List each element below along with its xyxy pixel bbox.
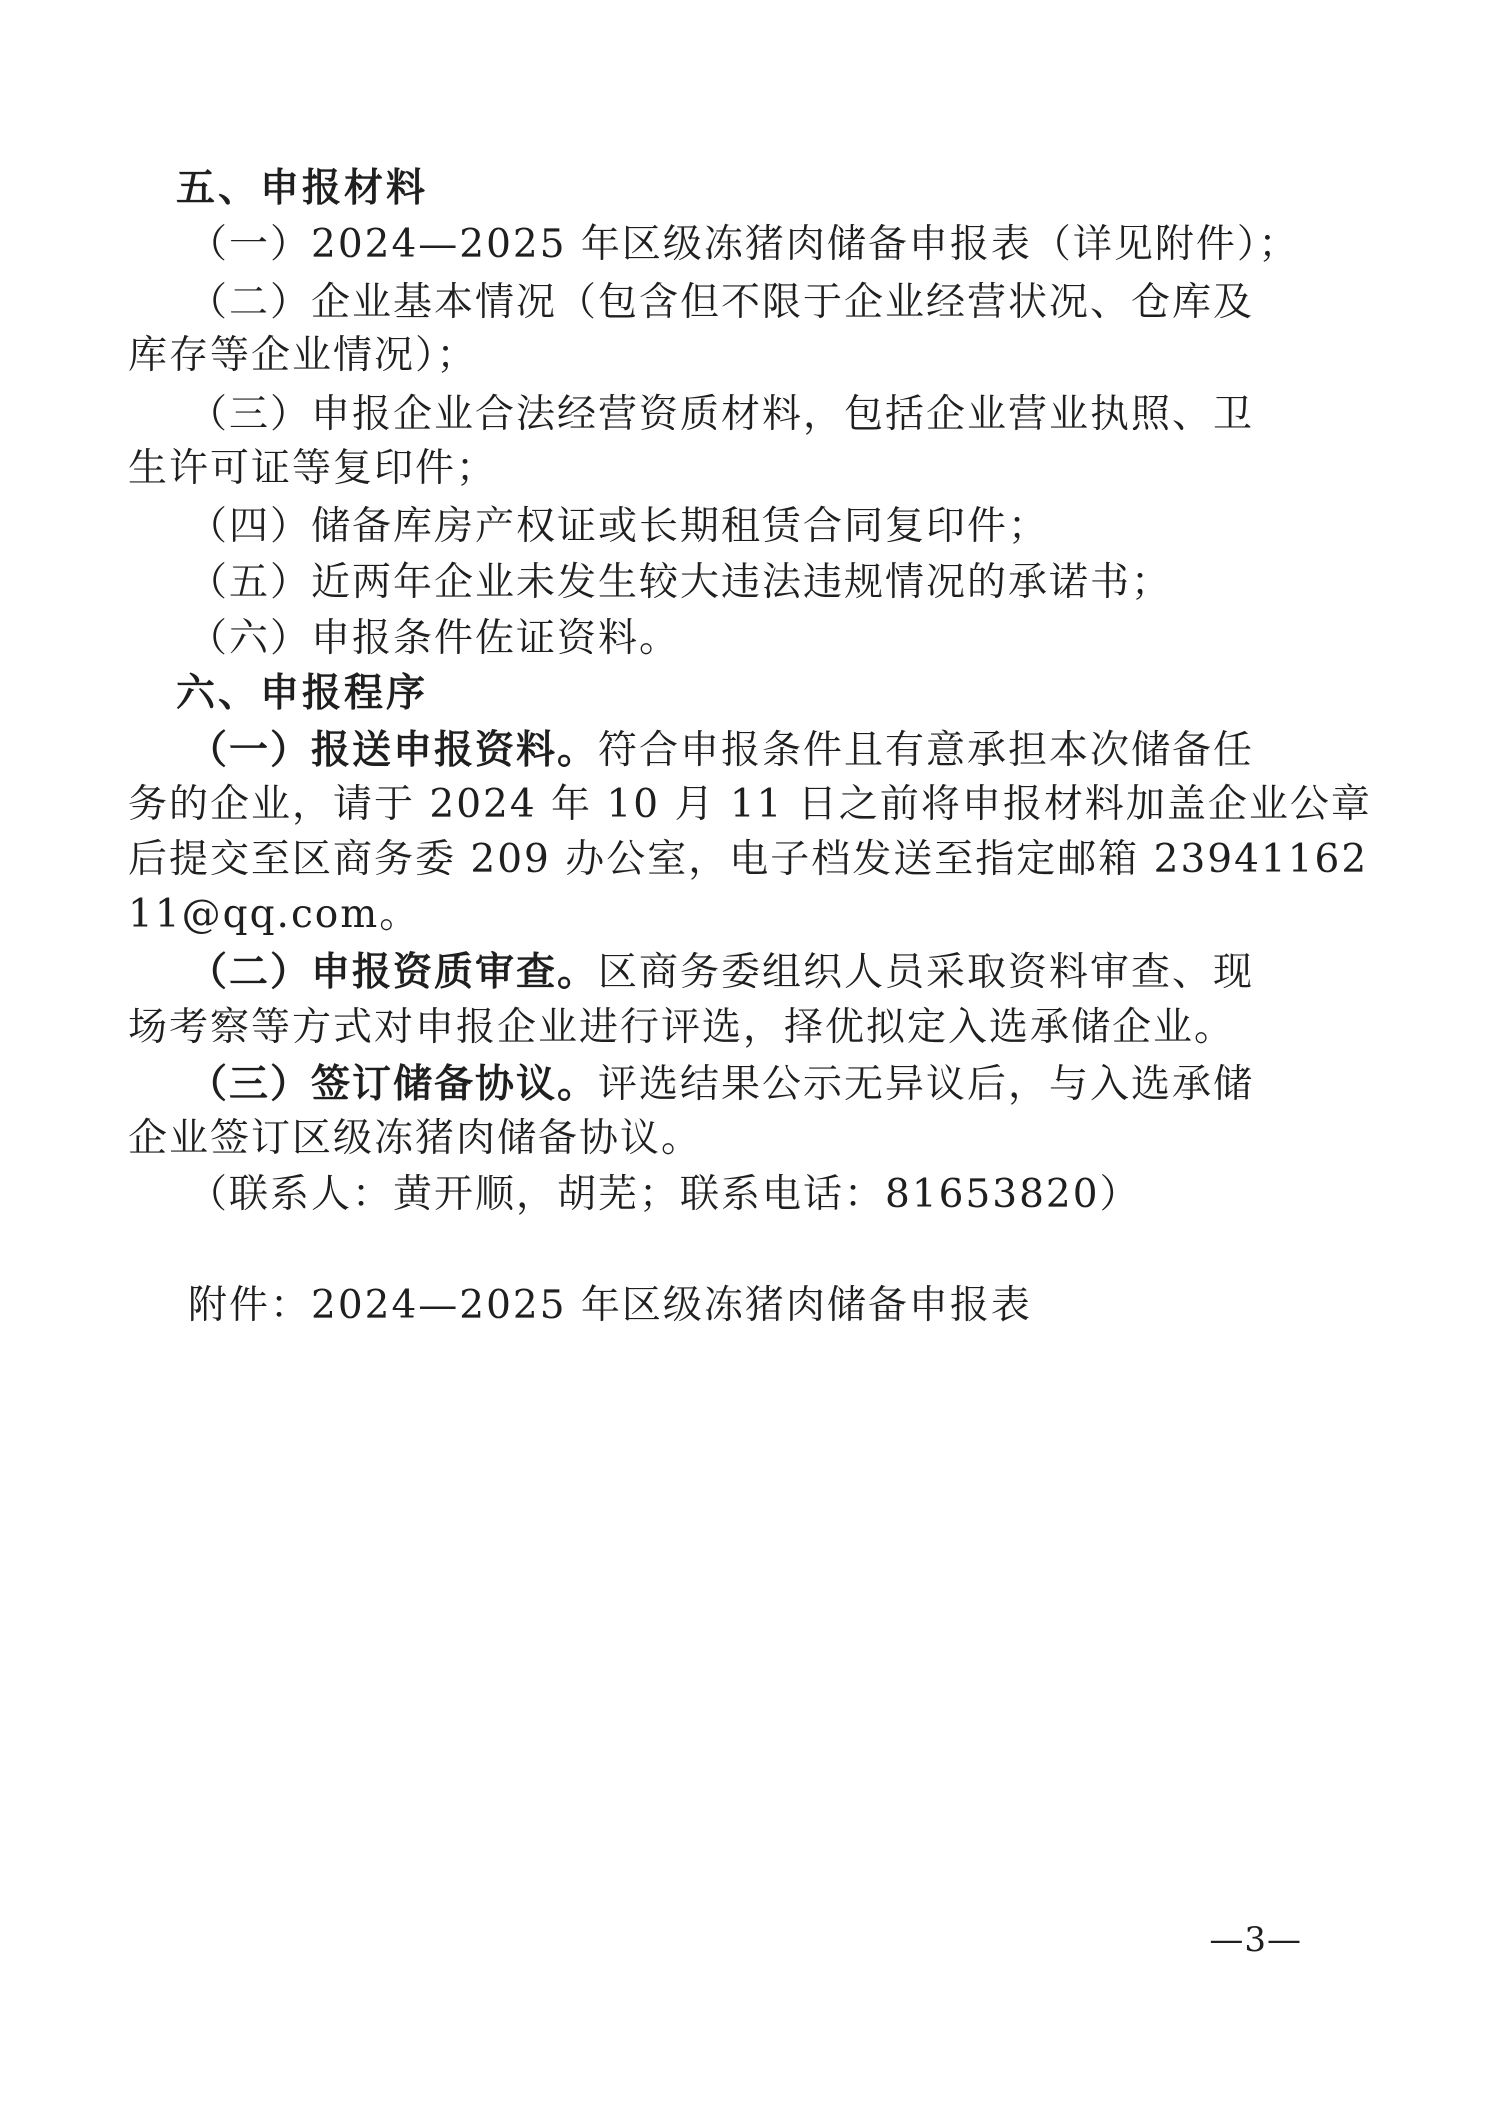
procedure-step-2-line-2: 场考察等方式对申报企业进行评选，择优拟定入选承储企业。 [128,1005,1236,1050]
material-item-6: （六）申报条件佐证资料。 [188,616,681,661]
procedure-step-1-line-1 [188,725,1332,776]
procedure-step-3-line-1 [188,1059,1332,1110]
material-item-4: （四）储备库房产权证或长期租赁合同复印件； [188,504,1050,549]
procedure-step-1-line-3: 后提交至区商务委 209 办公室，电子档发送至指定邮箱 23941162 [128,837,1369,882]
section-heading-application-materials: 五、申报材料 [176,165,429,211]
material-item-2-line-2: 库存等企业情况）； [128,333,478,378]
section-heading-application-procedure: 六、申报程序 [176,670,429,716]
procedure-step-3-text: 评选结果公示无异议后，与入选承储 [598,1062,1255,1107]
procedure-step-3-line-2: 企业签订区级冻猪肉储备协议。 [128,1116,703,1161]
material-item-1: （一）2024—2025 年区级冻猪肉储备申报表（详见附件）； [188,222,1300,267]
procedure-step-1-email-line: 11@qq.com。 [128,892,421,937]
page-number: —3— [1209,1920,1302,1960]
material-item-2-line-1: （二）企业基本情况（包含但不限于企业经营状况、仓库及 [188,280,1255,325]
procedure-step-1-text: 符合申报条件且有意承担本次储备任 [598,728,1255,773]
material-item-3-line-2: 生许可证等复印件； [128,446,498,491]
material-item-5: （五）近两年企业未发生较大违法违规情况的承诺书； [188,560,1173,605]
procedure-step-2-line-1 [188,947,1332,998]
material-item-3-line-1: （三）申报企业合法经营资质材料，包括企业营业执照、卫 [188,392,1255,437]
attachment-note: 附件：2024—2025 年区级冻猪肉储备申报表 [188,1283,1032,1328]
contact-info: （联系人：黄开顺，胡芜；联系电话：81653820） [188,1172,1141,1217]
procedure-step-1-title: （一）报送申报资料。 [188,727,599,773]
procedure-step-3-title: （三）签订储备协议。 [188,1061,599,1107]
procedure-step-2-title: （二）申报资质审查。 [188,949,599,995]
procedure-step-2-text: 区商务委组织人员采取资料审查、现 [598,950,1255,995]
procedure-step-1-line-2: 务的企业，请于 2024 年 10 月 11 日之前将申报材料加盖企业公章 [128,782,1372,827]
